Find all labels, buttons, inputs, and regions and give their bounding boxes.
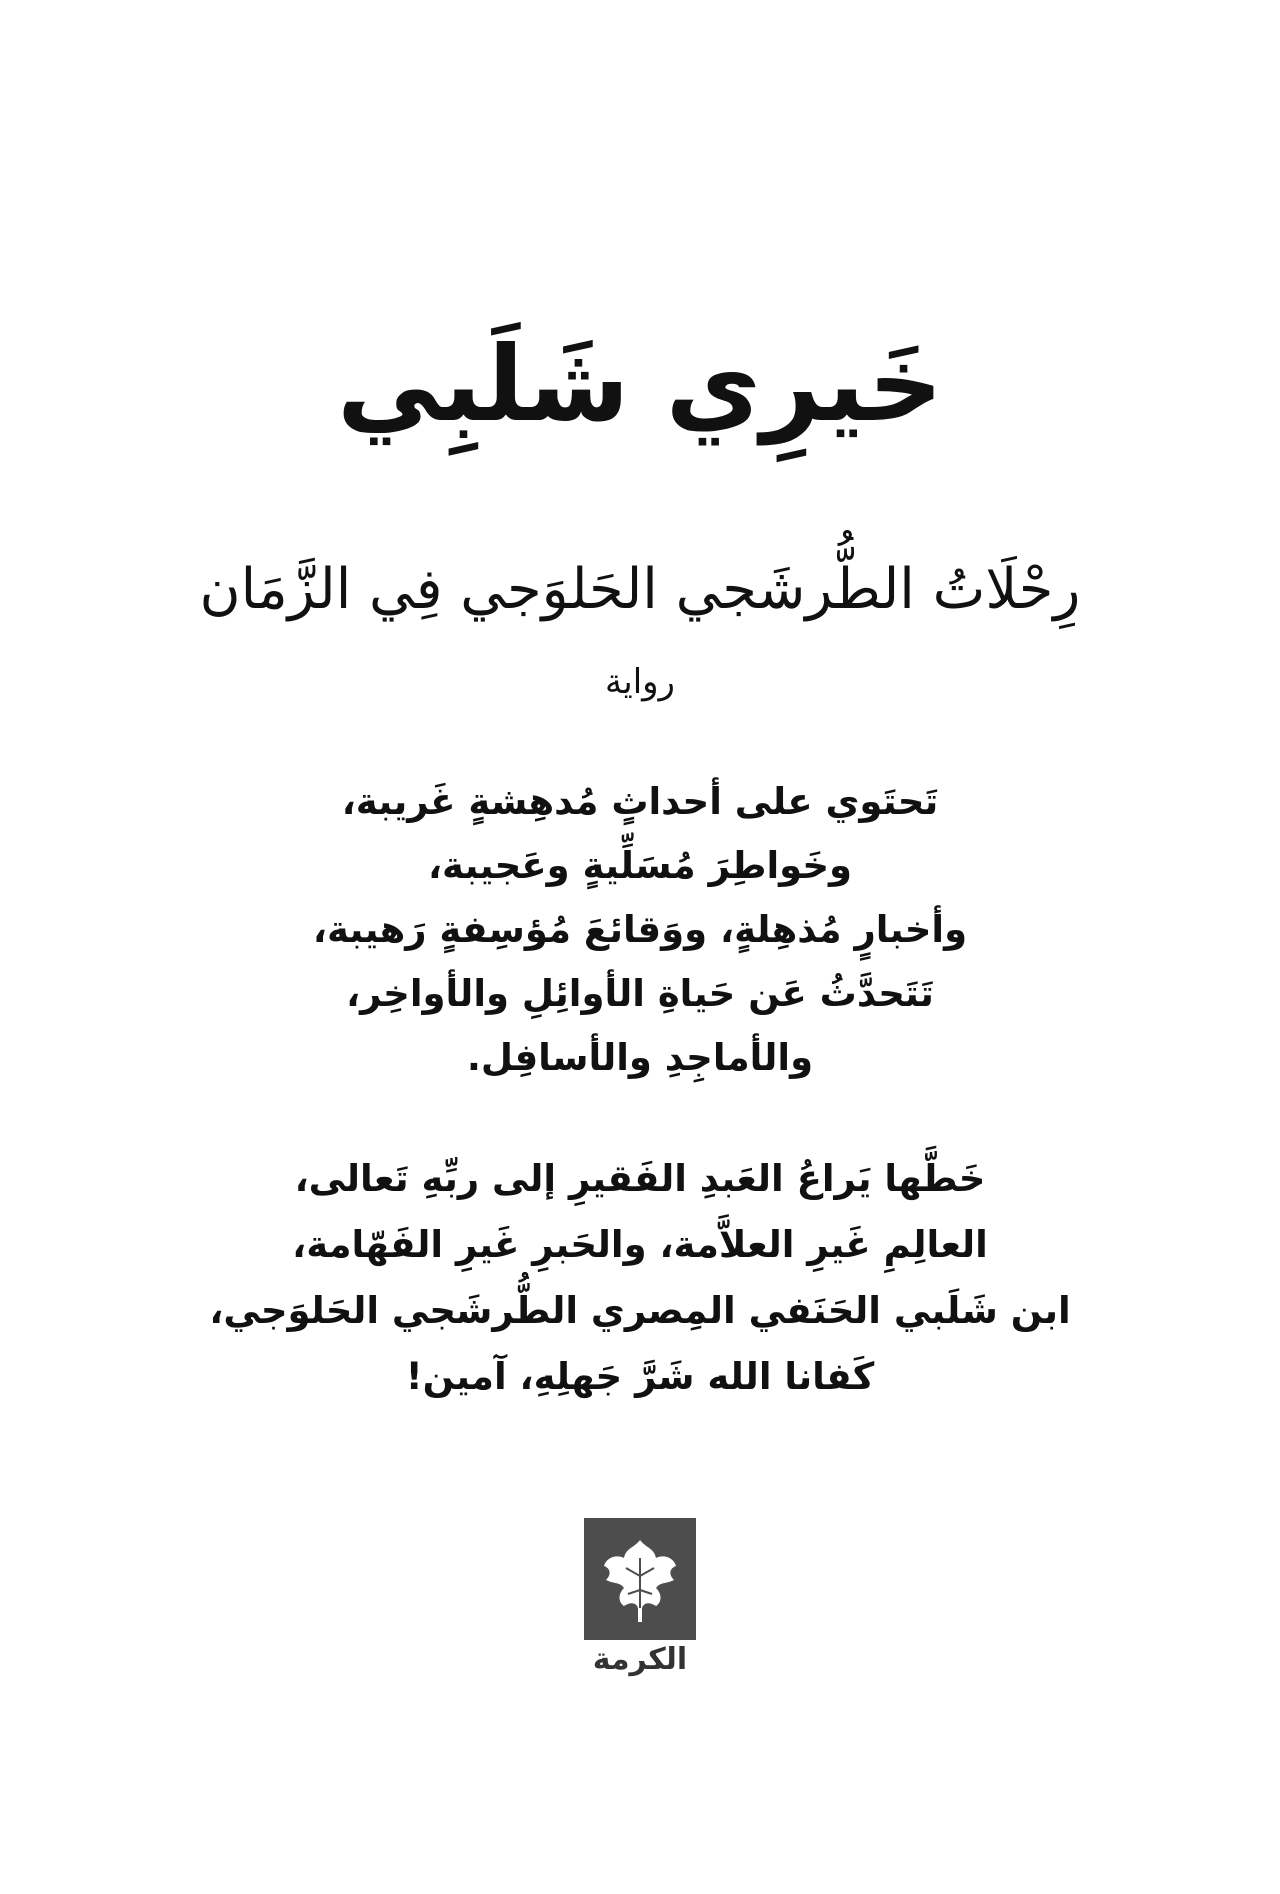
book-title: رِحْلَاتُ الطُّرشَجي الحَلوَجي فِي الزَّمَان [199, 557, 1081, 622]
description-block [0, 770, 1280, 1090]
colophon-line: كَفانا الله شَرَّ جَهلِهِ، آمين! [405, 1355, 875, 1398]
colophon-line: ابن شَلَبي الحَنَفي المِصري الطُّرشَجي الحَلوَجي، [209, 1289, 1071, 1332]
vine-leaf-icon [584, 1518, 696, 1640]
publisher-logo [584, 1518, 696, 1640]
colophon-block [0, 1146, 1280, 1410]
description-line: تَحتَوي على أحداثٍ مُدهِشةٍ غَريبة، [341, 780, 939, 823]
author-name: خَيرِي شَلَبِي [336, 323, 944, 445]
description-line: وأخبارٍ مُذهِلةٍ، ووَقائعَ مُؤسِفةٍ رَهيبة، [312, 908, 968, 951]
colophon-line: العالِمِ غَيرِ العلاَّمة، والحَبرِ غَيرِ الفَهّامة، [292, 1223, 988, 1266]
publisher-name: الكرمة [592, 1642, 688, 1677]
colophon-line: خَطَّها يَراعُ العَبدِ الفَقيرِ إلى ربِّهِ تَعالى، [294, 1157, 986, 1200]
description-line: تَتَحدَّثُ عَن حَياةِ الأوائِلِ والأواخِر، [346, 972, 934, 1015]
genre-label: رواية [605, 662, 675, 702]
description-line: والأماجِدِ والأسافِل. [466, 1036, 814, 1079]
description-line: وخَواطِرَ مُسَلِّيةٍ وعَجيبة، [427, 844, 853, 887]
